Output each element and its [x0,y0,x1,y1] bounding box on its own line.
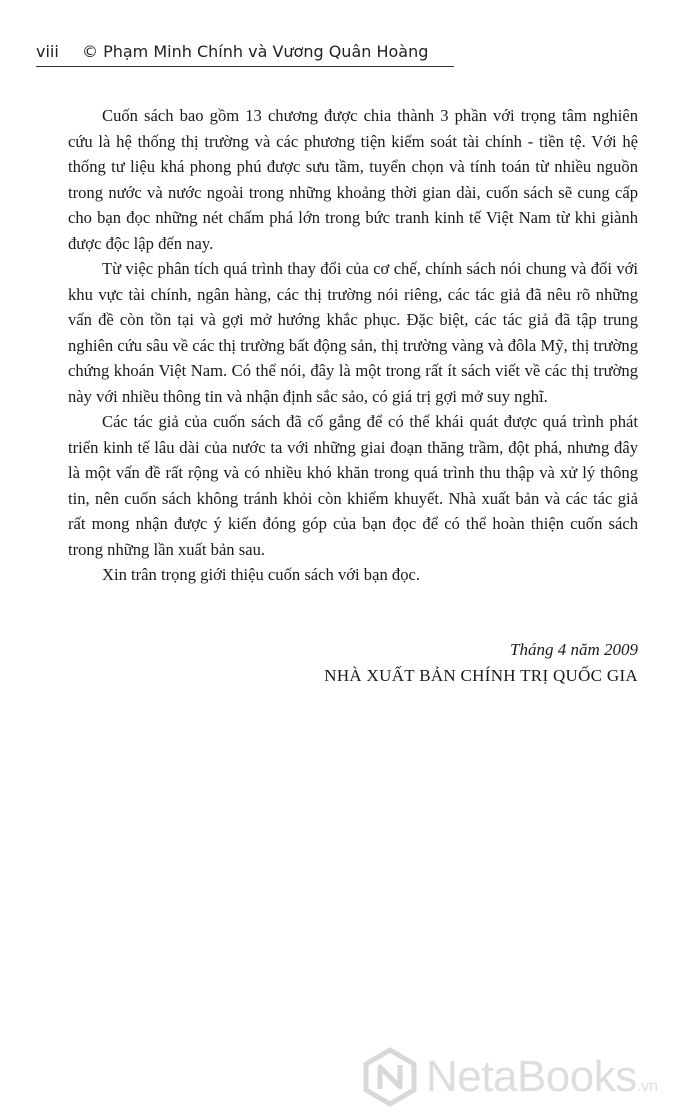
paragraph-2: Từ việc phân tích quá trình thay đổi của cơ chế, chính sách nói chung và đối với khu vực tài chính, ngân hàng, các thị trường nói riêng, các tác giả đã nêu rõ những vấn đề còn tồn tại và gợi mở hướng khắc phục. Đặc biệt, các tác giả đã tập trung nghiên cứu sâu về các thị trường bất động sản, thị trường vàng và đôla Mỹ, thị trường chứng khoán Việt Nam. Có thể nói, đây là một trong rất ít sách viết về các thị trường này với nhiều thông tin và nhận định sắc sảo, có giá trị gợi mở suy nghĩ. [68,259,638,406]
running-header [36,42,454,61]
watermark [360,1047,700,1107]
watermark-brand: NetaBooks.vn [426,1052,659,1101]
signature-publisher: NHÀ XUẤT BẢN CHÍNH TRỊ QUỐC GIA [324,666,638,685]
signature-date: Tháng 4 năm 2009 [510,640,638,659]
page-number: viii [36,42,59,61]
paragraph-1: Cuốn sách bao gồm 13 chương được chia thành 3 phần với trọng tâm nghiên cứu là hệ thống thị trường và các phương tiện kiểm soát tài chính - tiền tệ. Với hệ thống tư liệu khá phong phú được sưu tầm, tuyển chọn và tính toán từ nhiều nguồn trong nước và nước ngoài trong những khoảng thời gian dài, cuốn sách sẽ cung cấp cho bạn đọc những nét chấm phá lớn trong bức tranh kinh tế Việt Nam từ khi giành được độc lập đến nay. [68,106,638,253]
header-rule [36,66,454,67]
body-text [68,103,638,588]
header-copyright: © Phạm Minh Chính và Vương Quân Hoàng [82,42,429,61]
paragraph-4: Xin trân trọng giới thiệu cuốn sách với bạn đọc. [102,565,421,584]
paragraph-3: Các tác giả của cuốn sách đã cố gắng để có thể khái quát được quá trình phát triển kinh tế lâu dài của nước ta với những giai đoạn thăng trầm, đột phá, nhưng đây là một vấn đề rất rộng và có nhiều khó khăn trong quá trình thu thập và xử lý thông tin, nên cuốn sách không tránh khỏi còn khiếm khuyết. Nhà xuất bản và các tác giả rất mong nhận được ý kiến đóng góp của bạn đọc để có thể hoàn thiện cuốn sách trong những lần xuất bản sau. [68,412,638,559]
watermark-suffix: .vn [636,1078,659,1095]
netabooks-logo-icon [360,1047,420,1107]
